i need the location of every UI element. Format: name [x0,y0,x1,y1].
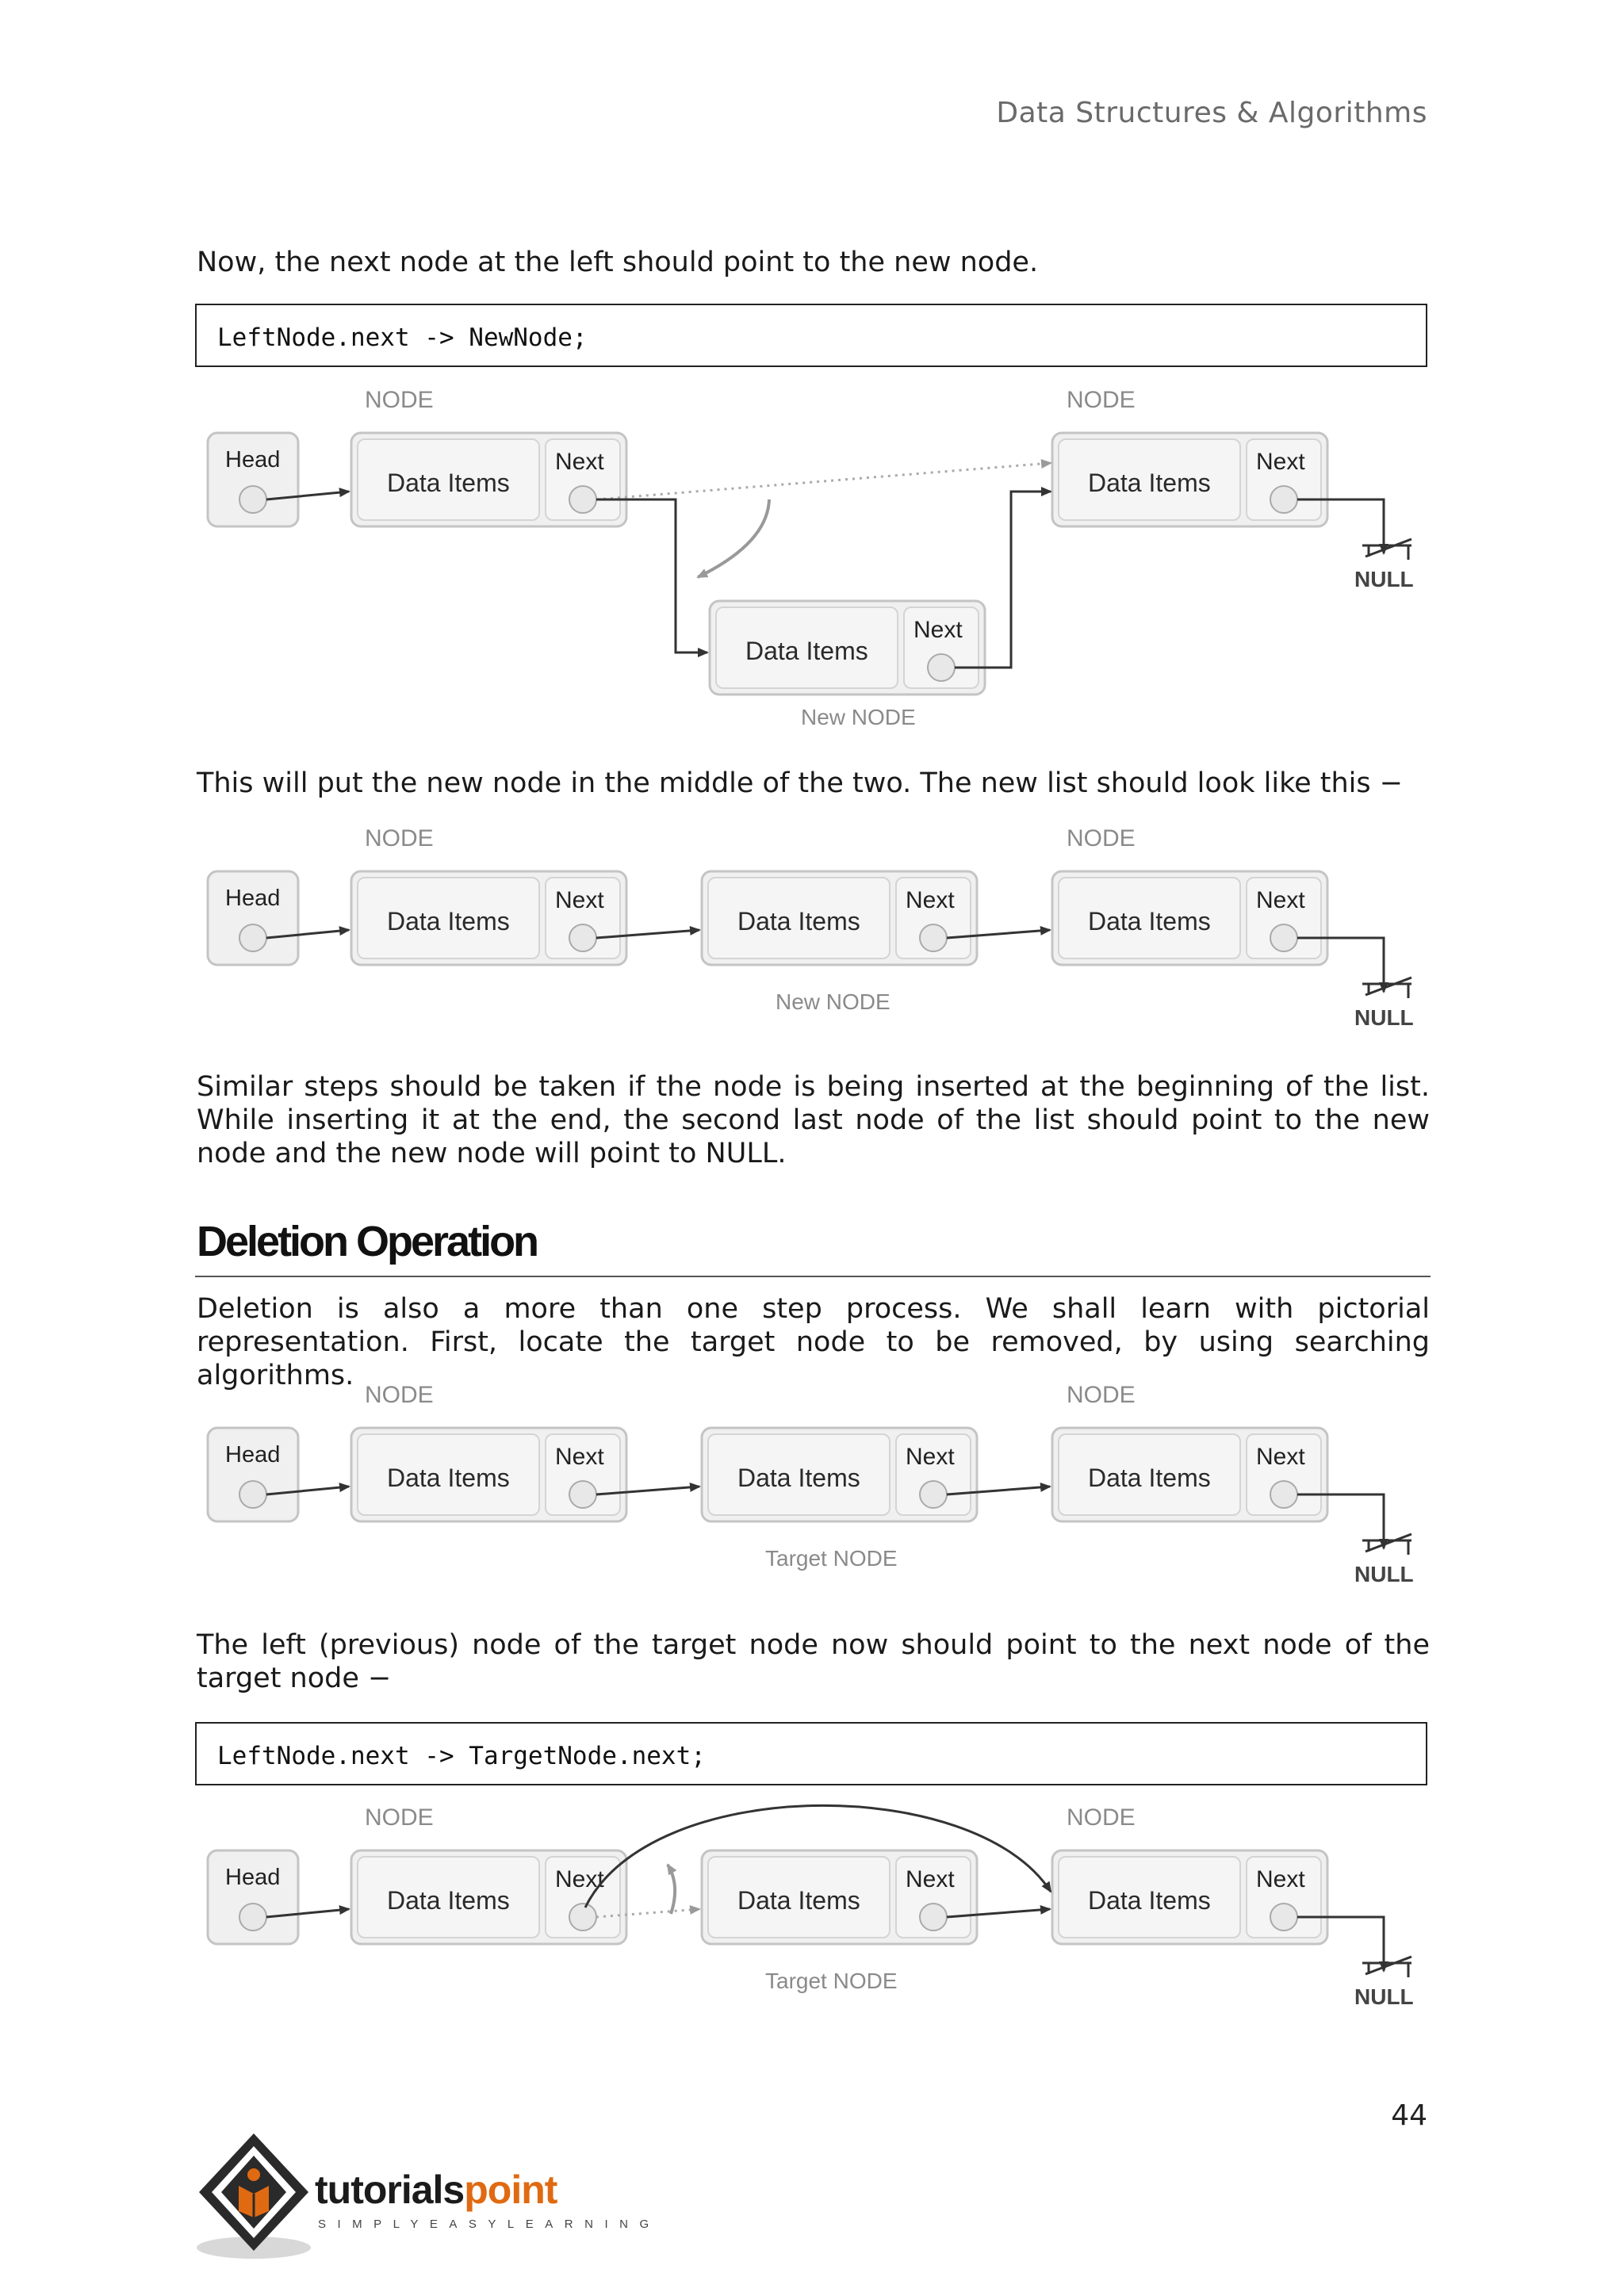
node-label: NODE [365,387,434,413]
target-node-box [702,1428,977,1521]
null-label: NULL [1354,1984,1414,2009]
data-items-label: Data Items [1088,469,1211,497]
target-node-label: Target NODE [765,1546,898,1571]
head-box [208,1428,298,1521]
pointer-dot [239,486,266,513]
old-link-dotted [596,463,1051,499]
pointer-dot [920,1481,947,1508]
code-block-left-node-next: LeftNode.next -> NewNode; [195,304,1427,367]
null-label: NULL [1354,567,1414,591]
data-items-label: Data Items [1088,1886,1211,1915]
curved-hint-arrow [698,499,769,577]
next-label: Next [555,449,604,475]
node-label: NODE [1067,387,1136,413]
data-items-label: Data Items [1088,1464,1211,1492]
page-number: 44 [1391,2099,1427,2132]
next-label: Next [555,887,604,913]
code-block-target-next: LeftNode.next -> TargetNode.next; [195,1722,1427,1785]
node-box [351,1428,626,1521]
next-label: Next [555,1444,604,1470]
data-items-label: Data Items [745,637,868,665]
pointer-dot [920,924,947,951]
null-label: NULL [1354,1562,1414,1586]
next-label: Next [906,1444,955,1470]
paragraph-left-previous-node: The left (previous) node of the target node now should point to the next node of the target node − [197,1629,1430,1694]
tutorialspoint-logo [194,2129,661,2263]
head-label: Head [225,447,281,473]
head-box [208,871,298,965]
section-heading-deletion: Deletion Operation [197,1218,538,1265]
node-box [702,871,977,965]
new-node-box [710,601,985,695]
data-items-label: Data Items [737,1886,860,1915]
heading-rule [195,1276,1431,1277]
next-label: Next [1256,449,1305,475]
data-items-label: Data Items [737,907,860,936]
head-box [208,433,298,526]
curved-hint-arrow [668,1865,675,1914]
diagram-insert-link-left [0,381,1624,729]
node-box [351,1850,626,1944]
diagram-delete-target [0,1798,1624,2131]
next-label: Next [906,1866,955,1892]
logo-mark-icon [194,2129,321,2263]
new-node-label: New NODE [776,989,891,1014]
head-label: Head [225,1865,281,1890]
paragraph-similar-steps: Similar steps should be taken if the node is being inserted at the beginning of the list. While inserting it at the end, the second last node of the list should point to the new node and the new node will point to NULL. [197,1071,1430,1169]
pointer-dot [920,1904,947,1931]
logo-word-point: point [464,2168,557,2212]
pointer-dot [569,924,596,951]
pointer-dot [1270,1904,1297,1931]
pointer-dot [569,1481,596,1508]
data-items-label: Data Items [387,907,510,936]
data-items-label: Data Items [1088,907,1211,936]
target-node-label: Target NODE [765,1969,898,1993]
head-label: Head [225,886,281,911]
pointer-dot [239,1904,266,1931]
node-label: NODE [365,1804,434,1831]
new-node-label: New NODE [801,705,916,729]
node-label: NODE [1067,1804,1136,1831]
paragraph-deletion-intro: Deletion is also a more than one step process. We shall learn with pictorial representation. First, locate the target node to be removed, by using searching algorithms. [197,1293,1430,1391]
data-items-label: Data Items [387,1464,510,1492]
node-label: NODE [365,825,434,851]
null-label: NULL [1354,1005,1414,1030]
logo-word-tutorials: tutorials [315,2168,465,2212]
node-label: NODE [365,1382,434,1408]
paragraph-new-list: This will put the new node in the middle of the two. The new list should look like this − [197,767,1404,799]
node-box [351,433,626,526]
node-label: NODE [1067,825,1136,851]
next-label: Next [555,1866,604,1892]
node-box [1052,433,1327,526]
next-label: Next [914,617,963,643]
pointer-dot [569,1904,596,1931]
pointer-dot [239,1481,266,1508]
paragraph-left-node-point: Now, the next node at the left should point to the new node. [197,247,1039,278]
target-node-box [702,1850,977,1944]
logo-tagline: SIMPLYEASYLEARNING [318,2218,661,2231]
next-label: Next [1256,1444,1305,1470]
data-items-label: Data Items [387,1886,510,1915]
next-label: Next [1256,1866,1305,1892]
pointer-dot [569,486,596,513]
pointer-dot [1270,486,1297,513]
node-label: NODE [1067,1382,1136,1408]
node-box [1052,1850,1327,1944]
head-box [208,1850,298,1944]
page-header: Data Structures & Algorithms [996,97,1427,129]
next-label: Next [1256,887,1305,913]
node-box [351,871,626,965]
data-items-label: Data Items [387,469,510,497]
logo-wordmark [315,2167,557,2213]
data-items-label: Data Items [737,1464,860,1492]
pointer-dot [1270,1481,1297,1508]
pointer-dot [1270,924,1297,951]
pointer-dot [928,654,955,681]
node-box [1052,871,1327,965]
head-label: Head [225,1442,281,1468]
next-label: Next [906,887,955,913]
node-box [1052,1428,1327,1521]
pointer-dot [239,924,266,951]
